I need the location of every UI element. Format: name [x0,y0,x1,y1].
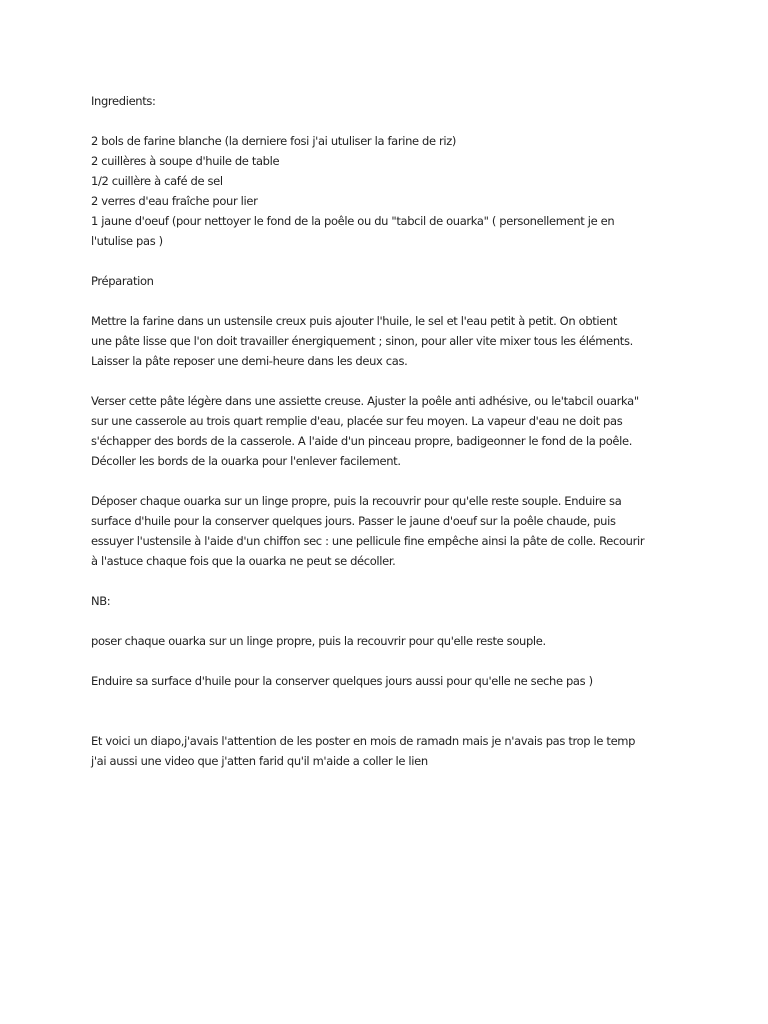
paragraph-line: s'échapper des bords de la casserole. A l'aide d'un pinceau propre, badigeonner le fond de la poêle. [91,434,633,448]
preparation-heading: Préparation [91,274,154,288]
ingredient-line: 2 verres d'eau fraîche pour lier [91,194,258,208]
paragraph-line: Déposer chaque ouarka sur un linge propre, puis la recouvrir pour qu'elle reste souple. Enduire sa [91,494,622,508]
spacer [91,291,691,311]
ingredients-list [91,131,691,251]
ingredient-line: 2 bols de farine blanche (la derniere fosi j'ai utuliser la farine de riz) [91,134,457,148]
ingredient-line: l'utulise pas ) [91,234,163,248]
paragraph-line: une pâte lisse que l'on doit travailler énergiquement ; sinon, pour aller vite mixer tous les éléments. [91,334,633,348]
document-body [91,91,691,771]
paragraph-line: Décoller les bords de la ouarka pour l'enlever facilement. [91,454,401,468]
spacer [91,111,691,131]
ingredient-line: 1/2 cuillère à café de sel [91,174,223,188]
spacer [91,571,691,591]
spacer [91,651,691,671]
paragraph-line: sur une casserole au trois quart remplie d'eau, placée sur feu moyen. La vapeur d'eau ne doit pas [91,414,623,428]
nb-heading: NB: [91,594,111,608]
ingredient-line: 1 jaune d'oeuf (pour nettoyer le fond de la poêle ou du "tabcil de ouarka" ( personellement je en [91,214,615,228]
spacer [91,711,691,731]
paragraph-line: surface d'huile pour la conserver quelques jours. Passer le jaune d'oeuf sur la poêle chaude, puis [91,514,616,528]
nb-line: Enduire sa surface d'huile pour la conserver quelques jours aussi pour qu'elle ne seche pas ) [91,674,593,688]
nb-line: poser chaque ouarka sur un linge propre, puis la recouvrir pour qu'elle reste souple. [91,634,546,648]
spacer [91,371,691,391]
ingredients-heading: Ingredients: [91,94,156,108]
spacer [91,691,691,711]
spacer [91,611,691,631]
preparation-paragraph-2 [91,391,691,471]
paragraph-line: Et voici un diapo,j'avais l'attention de les poster en mois de ramadn mais je n'avais pas trop le temp [91,734,636,748]
spacer [91,251,691,271]
paragraph-line: Verser cette pâte légère dans une assiette creuse. Ajuster la poêle anti adhésive, ou le'tabcil ouarka" [91,394,639,408]
paragraph-line: à l'astuce chaque fois que la ouarka ne peut se décoller. [91,554,396,568]
spacer [91,471,691,491]
paragraph-line: Mettre la farine dans un ustensile creux puis ajouter l'huile, le sel et l'eau petit à petit. On obtient [91,314,618,328]
paragraph-line: Laisser la pâte reposer une demi-heure dans les deux cas. [91,354,408,368]
closing-paragraph [91,731,691,771]
preparation-paragraph-1 [91,311,691,371]
preparation-paragraph-3 [91,491,691,571]
ingredient-line: 2 cuillères à soupe d'huile de table [91,154,280,168]
paragraph-line: j'ai aussi une video que j'atten farid qu'il m'aide a coller le lien [91,754,428,768]
paragraph-line: essuyer l'ustensile à l'aide d'un chiffon sec : une pellicule fine empêche ainsi la pâte de colle. Recourir [91,534,645,548]
